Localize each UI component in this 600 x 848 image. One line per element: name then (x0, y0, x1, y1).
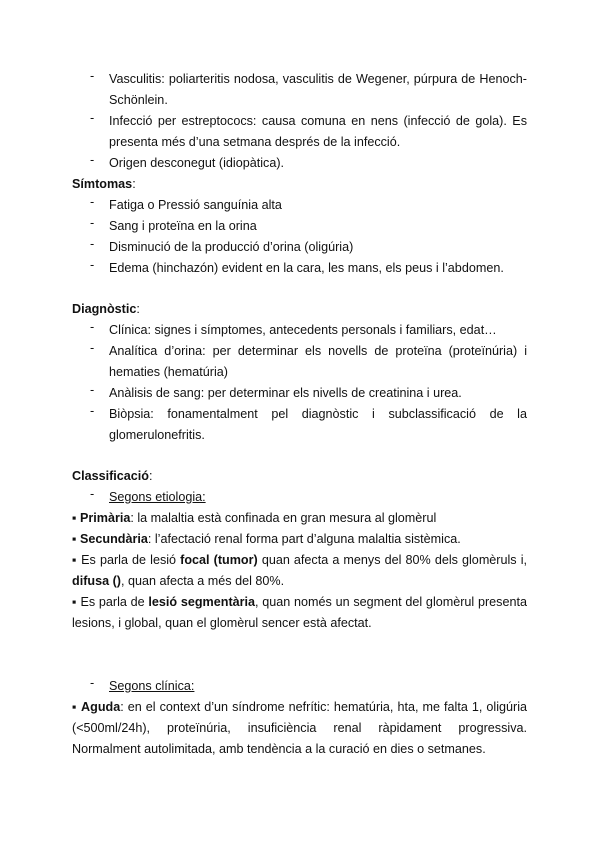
heading-text: Classificació (72, 469, 150, 483)
term-segmentaria: lesió segmentària (148, 595, 256, 609)
list-item-text: Vasculitis: poliarteritis nodosa, vasculitis de Wegener, púrpura de Henoch-Schönlein. (109, 72, 527, 107)
paragraph-text: , quan afecta a més del 80%. (120, 574, 285, 588)
term-secundaria: Secundària (79, 532, 148, 546)
subheading-text: Segons etiologia: (109, 490, 206, 504)
bullet-marker: ▪ (72, 700, 77, 714)
heading-colon: : (136, 302, 140, 316)
bullet-marker: ▪ (72, 595, 77, 609)
dash-marker: - (90, 237, 95, 251)
subheading-text: Segons clínica: (109, 679, 195, 693)
section-heading-simptomes (72, 174, 136, 195)
list-item-text: Edema (hinchazón) evident en la cara, les mans, els peus i l’abdomen. (109, 261, 504, 275)
paragraph-text: Es parla de (76, 595, 149, 609)
list-item-text: Fatiga o Pressió sanguínia alta (109, 198, 282, 212)
heading-text: Diagnòstic (72, 302, 137, 316)
term-primaria: Primària (79, 511, 131, 525)
paragraph-secundaria (72, 529, 527, 550)
dash-marker: - (90, 258, 95, 272)
list-item-text: Biòpsia: fonamentalment pel diagnòstic i subclassificació de la glomerulonefritis. (109, 407, 527, 442)
dash-marker: - (90, 404, 95, 418)
dash-marker: - (90, 341, 95, 355)
paragraph-primaria (72, 508, 527, 529)
paragraph-text: : la malaltia està confinada en gran mesura al glomèrul (130, 511, 437, 525)
dash-marker: - (90, 111, 95, 125)
bullet-marker: ▪ (72, 553, 78, 567)
paragraph-text: : l’afectació renal forma part d’alguna malaltia sistèmica. (147, 532, 461, 546)
term-aguda: Aguda (81, 700, 121, 714)
dash-marker: - (90, 383, 95, 397)
bullet-marker: ▪ (72, 511, 77, 525)
section-heading-diagnostic (72, 299, 140, 320)
list-item-text: Sang i proteïna en la orina (109, 219, 257, 233)
paragraph-text: quan afecta a menys del 80% dels glomèruls i, (257, 553, 527, 567)
paragraph-aguda (72, 697, 527, 760)
dash-marker: - (90, 676, 95, 690)
dash-marker: - (90, 69, 95, 83)
list-item-text: Anàlisis de sang: per determinar els nivells de creatinina i urea. (109, 386, 462, 400)
heading-colon: : (132, 177, 136, 191)
list-item-text: Origen desconegut (idiopàtica). (109, 156, 285, 170)
heading-colon: : (149, 469, 153, 483)
paragraph-segmentaria (72, 592, 527, 634)
paragraph-text: Es parla de lesió (77, 553, 181, 567)
dash-marker: - (90, 216, 95, 230)
list-item-text: Clínica: signes i símptomes, antecedents personals i familiars, edat… (109, 323, 497, 337)
heading-text: Símtomas (72, 177, 133, 191)
dash-marker: - (90, 487, 95, 501)
bullet-marker: ▪ (72, 532, 77, 546)
section-heading-classificacio (72, 466, 153, 487)
list-item-text: Disminució de la producció d’orina (oligúria) (109, 240, 354, 254)
paragraph-text: : en el context d’un síndrome nefrític: hematúria, hta, me falta 1, oligúria (<500ml/24h), proteïnúria, insuficiència renal ràpidament progressiva. Normalment autolimitada, amb tendència a la curació en dies o setmanes. (72, 700, 527, 756)
paragraph-text: , quan només un segment del glomèrul presenta lesions, i global, quan el glomèrul sencer està afectat. (72, 595, 527, 630)
term-difusa: difusa () (72, 574, 121, 588)
dash-marker: - (90, 195, 95, 209)
list-item-text: Analítica d’orina: per determinar els novells de proteïna (proteïnúria) i hematies (hematúria) (109, 344, 527, 379)
paragraph-focal-difusa (72, 550, 527, 592)
list-item-text: Infecció per estreptococs: causa comuna en nens (infecció de gola). Es presenta més d’una setmana després de la infecció. (109, 114, 527, 149)
term-focal: focal (tumor) (180, 553, 258, 567)
dash-marker: - (90, 320, 95, 334)
dash-marker: - (90, 153, 95, 167)
